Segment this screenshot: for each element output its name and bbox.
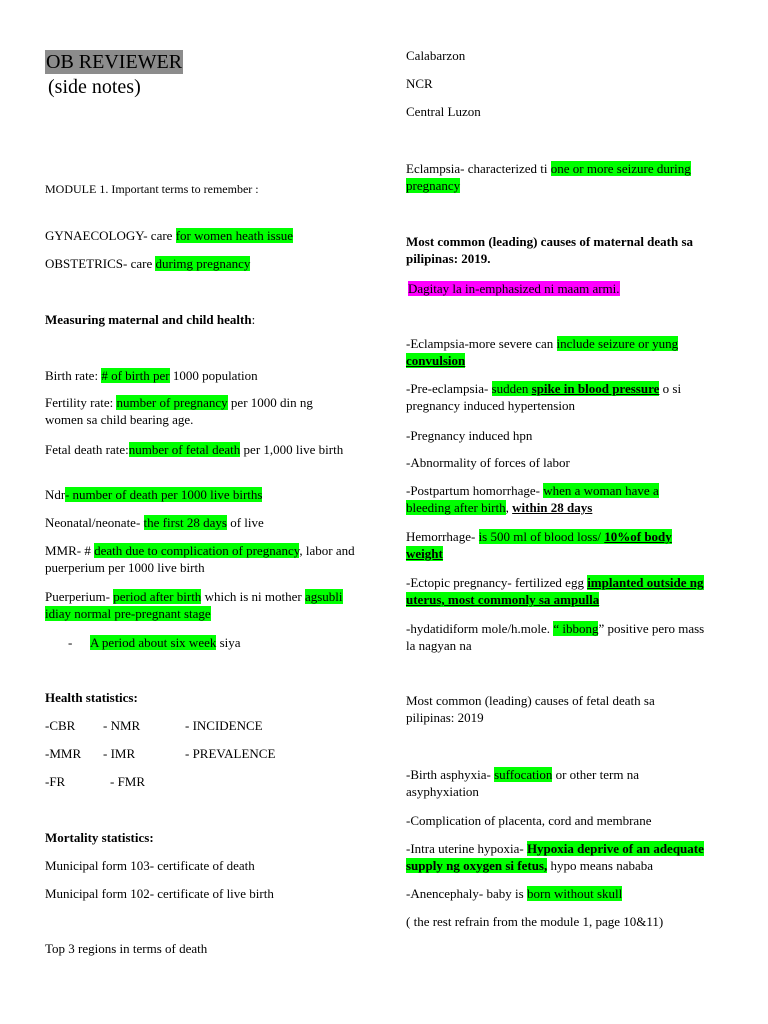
ndr-line: Ndr- number of death per 1000 live births: [45, 487, 263, 502]
birth-rate-line: Birth rate: # of birth per 1000 population: [45, 368, 258, 383]
rest-note: ( the rest refrain from the module 1, page 10&11): [406, 914, 664, 929]
measuring-heading: Measuring maternal and child health:: [45, 312, 256, 327]
emphasized-note: Dagitay la in-emphasized ni maam armi.: [408, 281, 620, 296]
form-102-line: Municipal form 102- certificate of live birth: [45, 886, 274, 901]
page-subtitle: (side notes): [48, 76, 141, 98]
pih-line: -Pregnancy induced hpn: [406, 428, 533, 443]
ectopic-line: -Ectopic pregnancy- fertilized egg implanted outside ng uterus, most commonly sa ampulla: [406, 575, 704, 607]
fetal-death-rate-line: Fetal death rate:number of fetal death per 1,000 live birth: [45, 442, 344, 457]
region-ncr: NCR: [406, 76, 433, 91]
gynaecology-line: GYNAECOLOGY- care for women heath issue: [45, 228, 294, 243]
eclampsia-definition: Eclampsia- characterized ti one or more seizure during pregnancy: [406, 161, 691, 193]
puerperium-line: Puerperium- period after birth which is ni mother agsubli idiay normal pre-pregnant stage: [45, 589, 343, 621]
pre-eclampsia-line: -Pre-eclampsia- sudden spike in blood pressure o si pregnancy induced hypertension: [406, 381, 682, 413]
mmr-line: MMR- # death due to complication of pregnancy, labor and puerperium per 1000 live birth: [45, 543, 355, 575]
abnormality-line: -Abnormality of forces of labor: [406, 455, 570, 470]
hemorrhage-line: Hemorrhage- is 500 ml of blood loss/ 10%of body weight: [406, 529, 672, 561]
health-stats-heading: Health statistics:: [45, 690, 138, 705]
neonatal-line: Neonatal/neonate- the first 28 days of live: [45, 515, 264, 530]
hydatidiform-line: -hydatidiform mole/h.mole. “ ibbong” positive pero mass la nagyan na: [406, 621, 705, 653]
form-103-line: Municipal form 103- certificate of death: [45, 858, 255, 873]
complication-line: -Complication of placenta, cord and membrane: [406, 813, 652, 828]
module-heading: MODULE 1. Important terms to remember :: [45, 182, 259, 196]
region-calabarzon: Calabarzon: [406, 48, 466, 63]
six-week-line: A period about six week siya: [90, 635, 241, 650]
birth-asphyxia-line: -Birth asphyxia- suffocation or other term na asyphyxiation: [406, 767, 639, 799]
obstetrics-line: OBSTETRICS- care durimg pregnancy: [45, 256, 251, 271]
intra-uterine-hypoxia-line: -Intra uterine hypoxia- Hypoxia deprive of an adequate supply ng oxygen si fetus, hypo means nababa: [406, 841, 704, 873]
postpartum-line: -Postpartum homorrhage- when a woman have a bleeding after birth, within 28 days: [406, 483, 659, 515]
maternal-causes-heading: Most common (leading) causes of maternal death sa pilipinas: 2019.: [406, 234, 694, 266]
anencephaly-line: -Anencephaly- baby is born without skull: [406, 886, 623, 901]
mortality-heading: Mortality statistics:: [45, 830, 154, 845]
bullet-dash: -: [68, 635, 73, 650]
region-central-luzon: Central Luzon: [406, 104, 481, 119]
fertility-rate-line: Fertility rate: number of pregnancy per 1000 din ng women sa child bearing age.: [45, 395, 313, 427]
eclampsia-severe-line: -Eclampsia-more severe can include seizure or yung convulsion: [406, 336, 679, 368]
page-title: OB REVIEWER: [46, 51, 183, 73]
top3-regions-line: Top 3 regions in terms of death: [45, 941, 208, 956]
fetal-causes-heading: Most common (leading) causes of fetal death sa pilipinas: 2019: [406, 693, 655, 725]
